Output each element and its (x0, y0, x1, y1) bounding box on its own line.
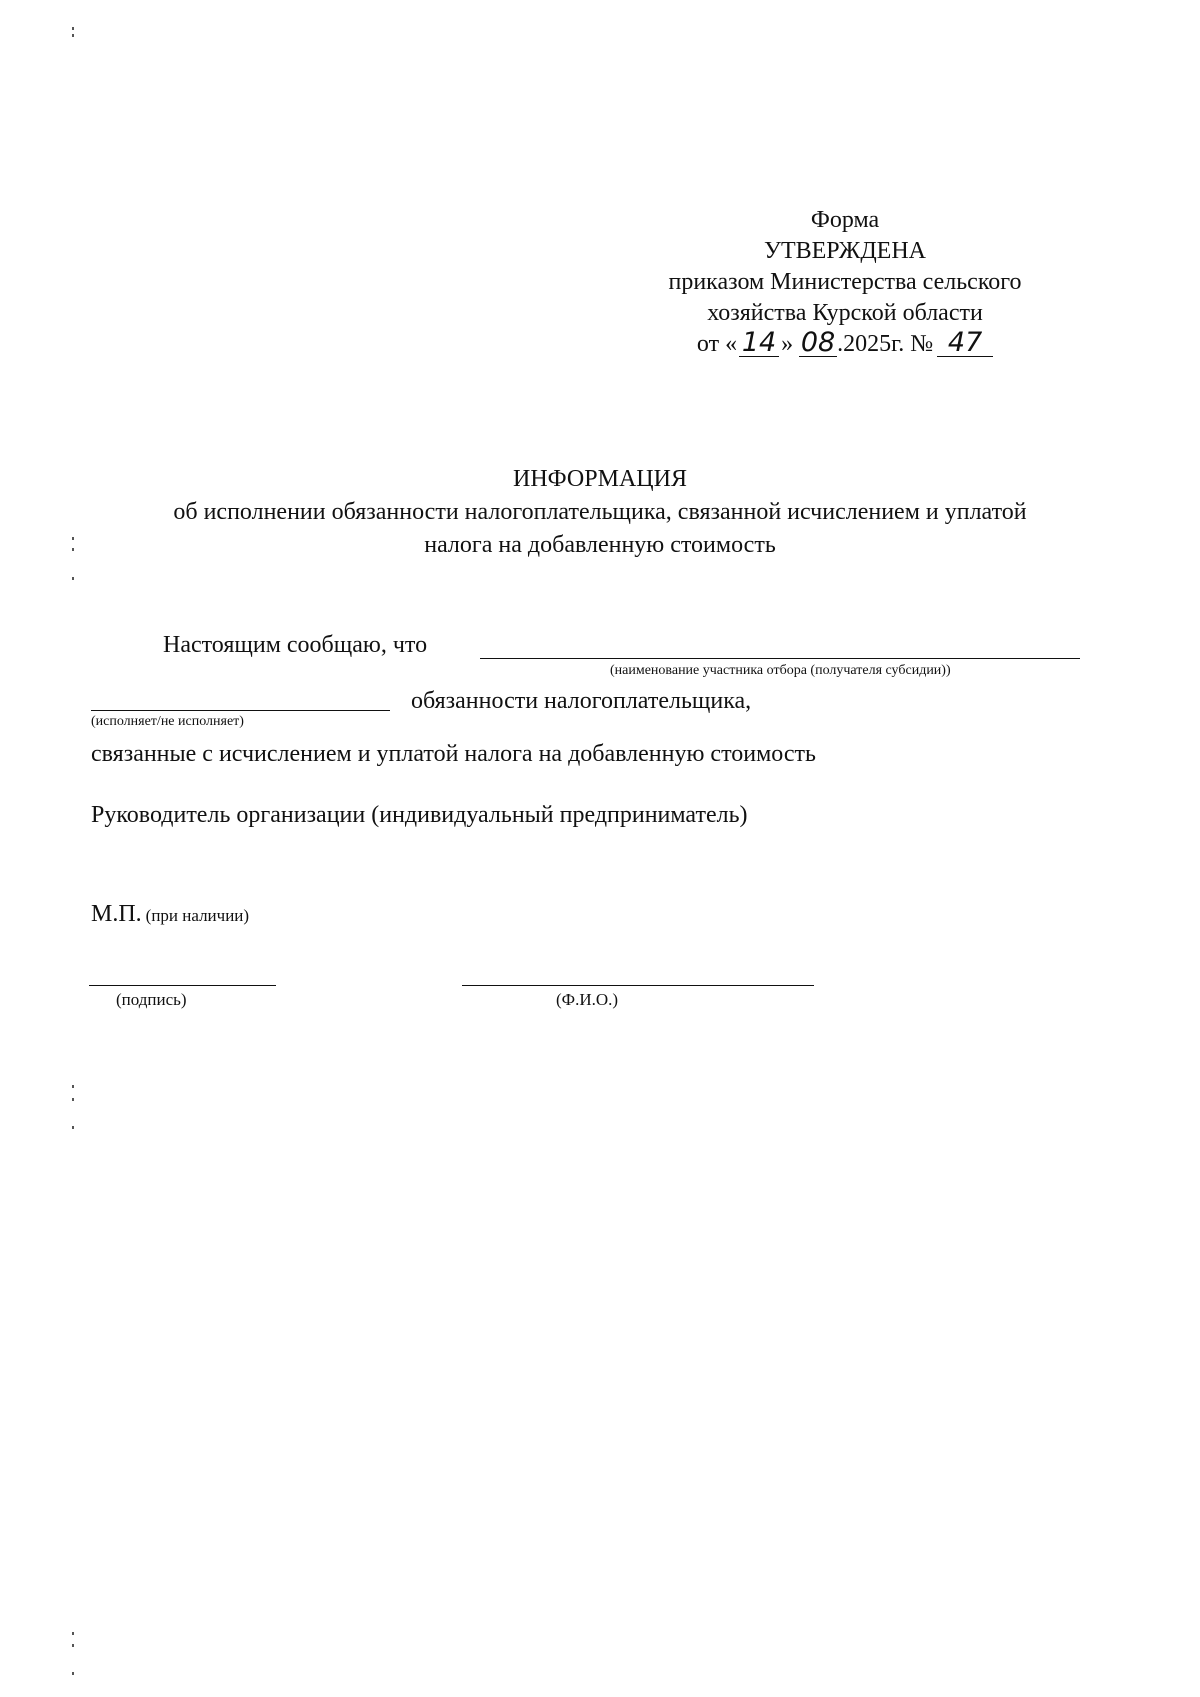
participant-caption: (наименование участника отбора (получателя субсидии)) (610, 663, 951, 678)
obligation-text: обязанности налогоплательщика, (411, 688, 752, 714)
fulfills-caption: (исполняет/не исполняет) (91, 714, 244, 729)
date-day-handwritten: 14 (739, 329, 779, 357)
statement-intro: Настоящим сообщаю, что (163, 632, 428, 658)
approval-block (630, 205, 1060, 360)
document-heading (40, 463, 1160, 562)
full-name-caption: (Ф.И.О.) (556, 990, 619, 1009)
date-month-handwritten: 08 (800, 327, 836, 358)
approved-label: УТВЕРЖДЕНА (763, 238, 927, 264)
fulfills-field[interactable] (91, 710, 390, 711)
form-label: Форма (810, 207, 880, 233)
participant-name-field[interactable] (480, 658, 1080, 659)
signature-caption: (подпись) (116, 990, 187, 1009)
order-date-line (630, 329, 1060, 360)
date-mid: » (781, 331, 794, 357)
stamp-line (91, 899, 249, 929)
order-number-handwritten: 47 (937, 329, 993, 357)
signature-field[interactable] (89, 985, 276, 986)
document-title: ИНФОРМАЦИЯ (513, 466, 687, 492)
document-subtitle-1: об исполнении обязанности налогоплательщика, связанной исчислением и уплатой (173, 499, 1027, 525)
order-line-1: приказом Министерства сельского (668, 269, 1022, 295)
order-line-2: хозяйства Курской области (707, 300, 983, 326)
related-text: связанные с исчислением и уплатой налога на добавленную стоимость (91, 741, 816, 767)
head-of-organization: Руководитель организации (индивидуальный предприниматель) (91, 802, 748, 828)
stamp-note: (при наличии) (145, 906, 250, 925)
date-year: .2025г. № (837, 331, 934, 357)
date-prefix: от « (696, 331, 738, 357)
stamp-label: М.П. (91, 901, 142, 927)
full-name-field[interactable] (462, 985, 814, 986)
document-subtitle-2: налога на добавленную стоимость (424, 532, 776, 558)
